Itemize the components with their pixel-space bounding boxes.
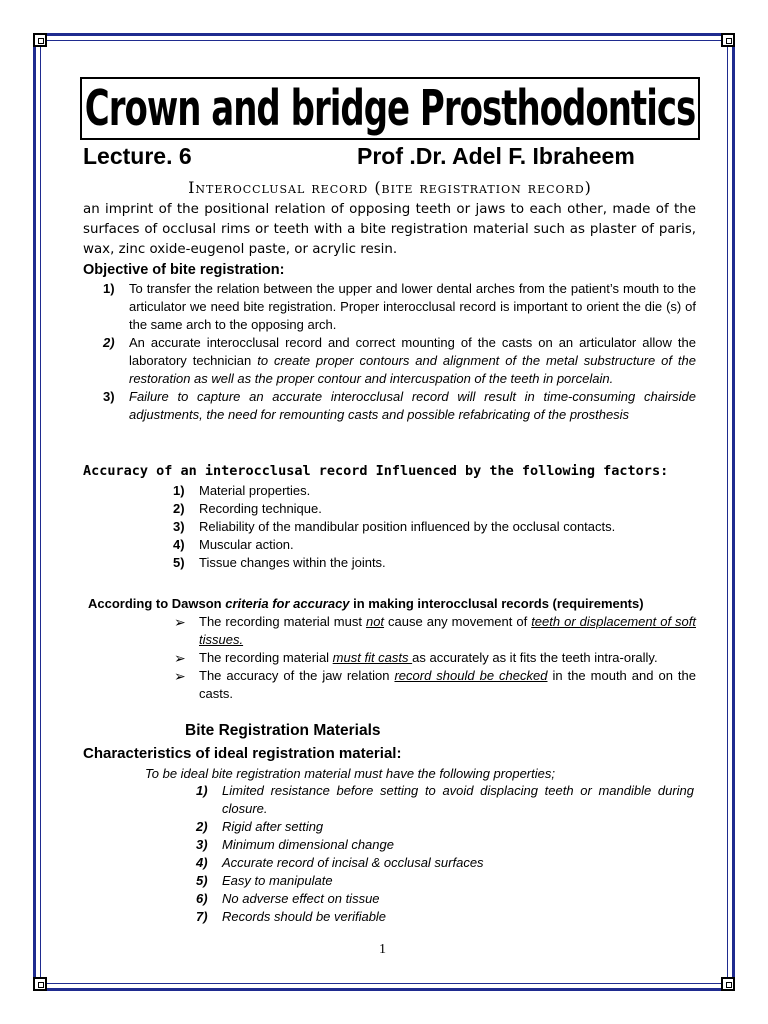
accuracy-factor-list	[170, 482, 690, 572]
list-item: 3) Failure to capture an accurate interocclusal record will result in time-consuming chairside adjustments, the need for remounting casts and possible refabricating of the prosthesis	[103, 389, 696, 422]
list-item: 2) Recording technique.	[173, 501, 322, 516]
section-subtitle: Interocclusal record (bite registration record)	[188, 178, 592, 197]
list-item: ➢ The recording material must fit casts as accurately as it fits the teeth intra-orally.	[174, 650, 658, 666]
accuracy-heading: Accuracy of an interocclusal record Influenced by the following factors:	[83, 463, 669, 479]
list-item: 2) An accurate interocclusal record and correct mounting of the casts on an articulator allow the laboratory technician to create proper contours and alignment of the metal substructure of the restoration as well as the proper contour and intercuspation of the teeth in porcelain.	[103, 335, 696, 386]
list-item: 5) Tissue changes within the joints.	[173, 555, 386, 570]
corner-ornament-bottom-left	[33, 977, 47, 991]
materials-heading: Bite Registration Materials	[185, 722, 381, 739]
list-item: ➢ The accuracy of the jaw relation record should be checked in the mouth and on the casts.	[174, 668, 696, 701]
arrow-bullet-icon: ➢	[174, 668, 186, 684]
ideal-properties-list	[192, 782, 694, 926]
list-item: 2) Rigid after setting	[196, 819, 324, 834]
list-item: 5) Easy to manipulate	[196, 873, 333, 888]
list-item: 1) To transfer the relation between the upper and lower dental arches from the patient’s mouth to the articulator we need bite registration. Proper interocclusal record is important to orient the die (s) of the same arch to the opposing arch.	[103, 281, 696, 332]
arrow-bullet-icon: ➢	[174, 650, 186, 666]
title-banner	[80, 77, 700, 140]
list-item: 1) Material properties.	[173, 483, 311, 498]
corner-ornament-bottom-right	[721, 977, 735, 991]
list-item: 4) Accurate record of incisal & occlusal surfaces	[196, 855, 484, 870]
document-title: Crown and bridge Prosthodontics	[84, 79, 696, 138]
corner-ornament-top-left	[33, 33, 47, 47]
author-name: Prof .Dr. Adel F. Ibraheem	[357, 143, 635, 169]
list-item: 1) Limited resistance before setting to avoid displacing teeth or mandible during closure.	[196, 783, 694, 816]
list-item: 3) Minimum dimensional change	[196, 837, 394, 852]
lecture-number: Lecture. 6	[83, 143, 192, 169]
list-item: 3) Reliability of the mandibular position influenced by the occlusal contacts.	[173, 519, 616, 534]
objective-heading: Objective of bite registration:	[83, 262, 285, 278]
list-item: 4) Muscular action.	[173, 537, 294, 552]
list-item: ➢ The recording material must not cause any movement of teeth or displacement of soft tissues.	[174, 614, 697, 647]
list-item: 7) Records should be verifiable	[196, 909, 387, 924]
arrow-bullet-icon: ➢	[174, 614, 186, 630]
dawson-requirements-list	[170, 613, 696, 703]
dawson-heading: According to Dawson criteria for accuracy in making interocclusal records (requirements)	[88, 596, 644, 611]
objective-list	[100, 280, 696, 424]
page-number: 1	[379, 942, 386, 957]
properties-intro: To be ideal bite registration material must have the following properties;	[145, 766, 555, 781]
list-item: 6) No adverse effect on tissue	[196, 891, 380, 906]
characteristics-heading: Characteristics of ideal registration material:	[83, 745, 402, 762]
definition-paragraph: an imprint of the positional relation of opposing teeth or jaws to each other, made of the surfaces of occlusal rims or teeth with a bite registration material such as plaster of paris, wax, zinc oxide-eugenol paste, or acrylic resin.	[83, 202, 696, 257]
corner-ornament-top-right	[721, 33, 735, 47]
